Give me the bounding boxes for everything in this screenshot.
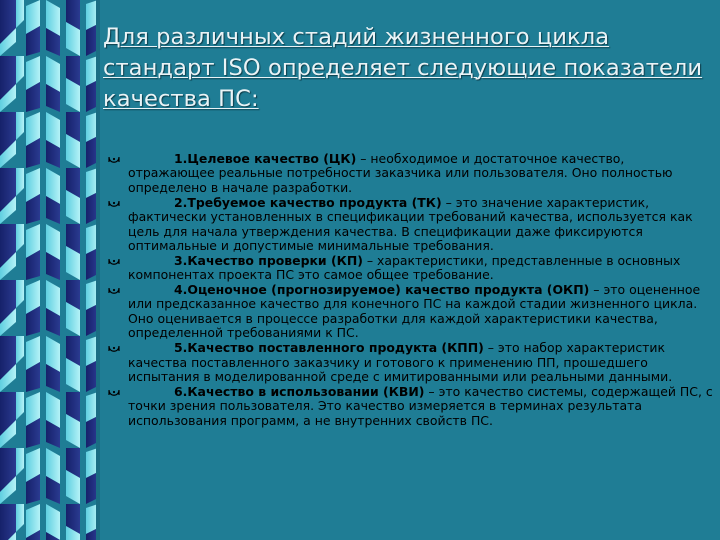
list-item — [104, 385, 714, 428]
list-item — [104, 254, 714, 283]
item-term: 5.Качество поставленного продукта (КПП) — [174, 340, 484, 356]
list-item — [104, 341, 714, 384]
quality-indicators-list — [104, 152, 714, 428]
sideways-loop-bullet-icon — [108, 345, 120, 354]
left-decorative-strip — [0, 0, 100, 540]
item-term: 4.Оценочное (прогнозируемое) качество продукта (ОКП) — [174, 281, 590, 297]
item-text: – это значение характеристик, фактически установленных в спецификации требований качества, используется как цель для начала утверждения качества. В спецификации даже фиксируются оптимальные и допустимые минимальные требования. — [128, 194, 693, 254]
sideways-loop-bullet-icon — [108, 200, 120, 209]
list-item — [104, 196, 714, 254]
item-term: 2.Требуемое качество продукта (ТК) — [174, 194, 442, 210]
sideways-loop-bullet-icon — [108, 156, 120, 165]
list-item — [104, 152, 714, 195]
slide-title: Для различных стадий жизненного цикла стандарт ISO определяет следующие показатели качества ПС: — [103, 24, 703, 112]
item-term: 1.Целевое качество (ЦК) — [174, 151, 357, 166]
item-text: – это набор характеристик качества поставленного заказчику и готового к применению ПП, прошедшего испытания в моделированной среде с имитированными или реальными данными. — [128, 340, 673, 384]
sideways-loop-bullet-icon — [108, 287, 120, 296]
sideways-loop-bullet-icon — [108, 258, 120, 267]
item-term: 6.Качество в использовании (КВИ) — [174, 383, 425, 399]
item-text: – характеристики, представленные в основных компонентах проекта ПС это самое общее требование. — [128, 252, 681, 283]
item-text: – это оцененное или предсказанное качество для конечного ПС на каждой стадии жизненного цикла. Оно оценивается в процессе разработки для каждой характеристики качества, определенной требованиями к ПС. — [128, 281, 701, 341]
item-term: 3.Качество проверки (КП) — [174, 252, 363, 268]
list-item — [104, 283, 714, 341]
item-text: – необходимое и достаточное качество, отражающее реальные потребности заказчика или пользователя. Оно полностью определено в начале разработки. — [128, 151, 673, 195]
sideways-loop-bullet-icon — [108, 389, 120, 398]
item-text: – это качество системы, содержащей ПС, с точки зрения пользователя. Это качество измеряется в терминах результата использования программ, а не внутренних свойств ПС. — [128, 383, 713, 428]
